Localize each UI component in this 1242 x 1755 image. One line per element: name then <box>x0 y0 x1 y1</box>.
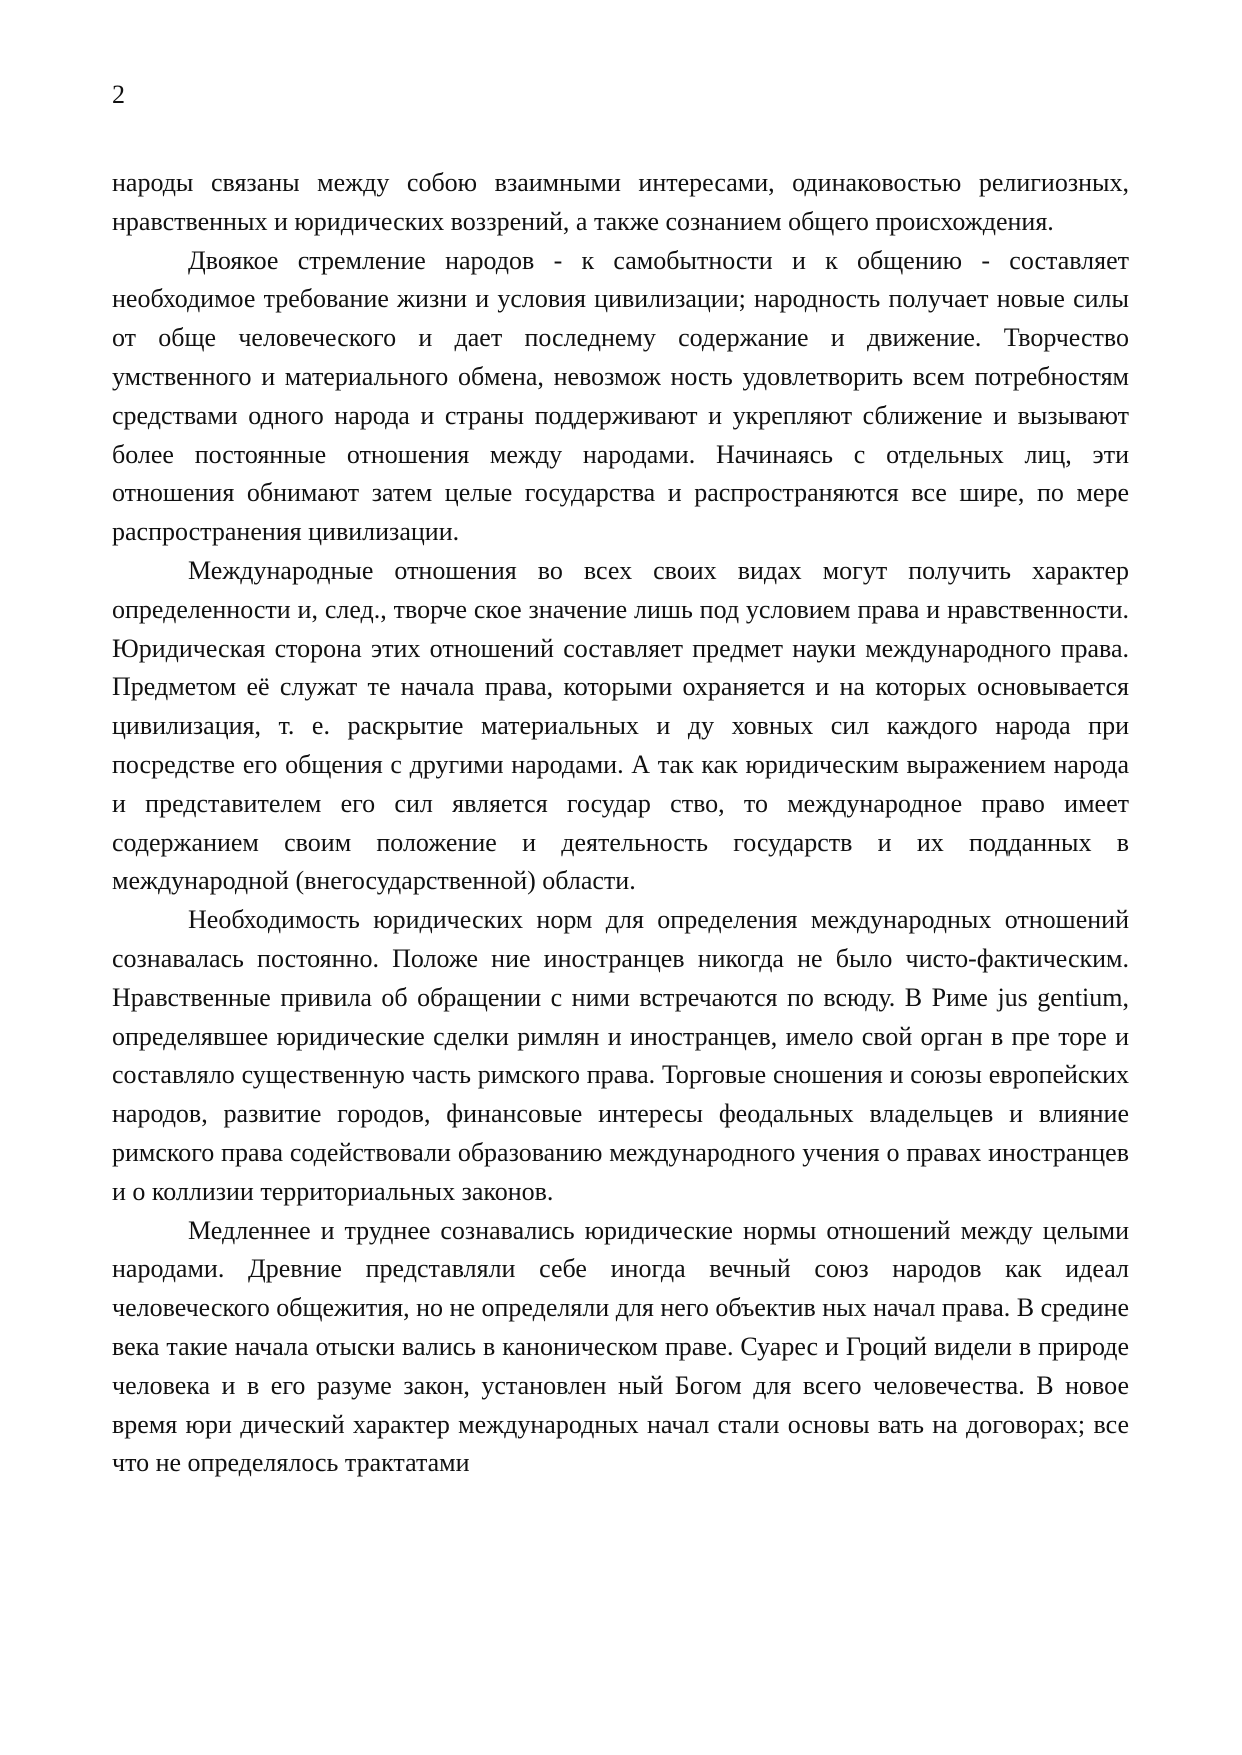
paragraph: Международные отношения во всех своих видах могут получить характер определенности и, след., творче ское значение лишь под условием права и нравственности. Юридическая сторона этих отношений составляет предмет науки международного права. Предметом её служат те начала права, которыми охраняется и на которых основывается цивилизация, т. е. раскрытие материальных и ду ховных сил каждого народа при посредстве его общения с другими народами. А так как юридическим выражением народа и представителем его сил является государ ство, то международное право имеет содержанием своим положение и деятельность государств и их подданных в международной (внегосударственной) области. <box>112 555 1129 896</box>
body-text <box>112 164 1129 1483</box>
paragraph: Необходимость юридических норм для определения международных отношений сознавалась постоянно. Положе ние иностранцев никогда не было чисто-фактическим. Нравственные привила об обращении с ними встречаются по всюду. В Риме jus gentium, определявшее юридические сделки римлян и иностранцев, имело свой орган в пре торе и составляло существенную часть римского права. Торговые сношения и союзы европейских народов, развитие городов, финансовые интересы феодальных владельцев и влияние римского права содействовали образованию международного учения о правах иностранцев и о коллизии территориальных законов. <box>112 905 1129 1206</box>
paragraph: народы связаны между собою взаимными интересами, одинаковостью религиозных, нравственных и юридических воззрений, а также сознанием общего происхождения. <box>112 168 1129 236</box>
page-number: 2 <box>112 80 125 109</box>
paragraph: Медленнее и труднее сознавались юридические нормы отношений между целыми народами. Древние представляли себе иногда вечный союз народов как идеал человеческого общежития, но не определяли для него объектив ных начал права. В средине века такие начала отыски вались в каноническом праве. Суарес и Гроций видели в природе человека и в его разуме закон, установлен ный Богом для всего человечества. В новое время юри дический характер международных начал стали основы вать на договорах; все что не определялось трактатами <box>112 1215 1129 1478</box>
paragraph: Двоякое стремление народов - к самобытности и к общению - составляет необходимое требование жизни и условия цивилизации; народность получает новые силы от обще человеческого и дает последнему содержание и движение. Творчество умственного и материального обмена, невозмож ность удовлетворить всем потребностям средствами одного народа и страны поддерживают и укрепляют сближение и вызывают более постоянные отношения между народами. Начинаясь с отдельных лиц, эти отношения обнимают затем целые государства и распространяются все шире, по мере распространения цивилизации. <box>112 245 1129 547</box>
